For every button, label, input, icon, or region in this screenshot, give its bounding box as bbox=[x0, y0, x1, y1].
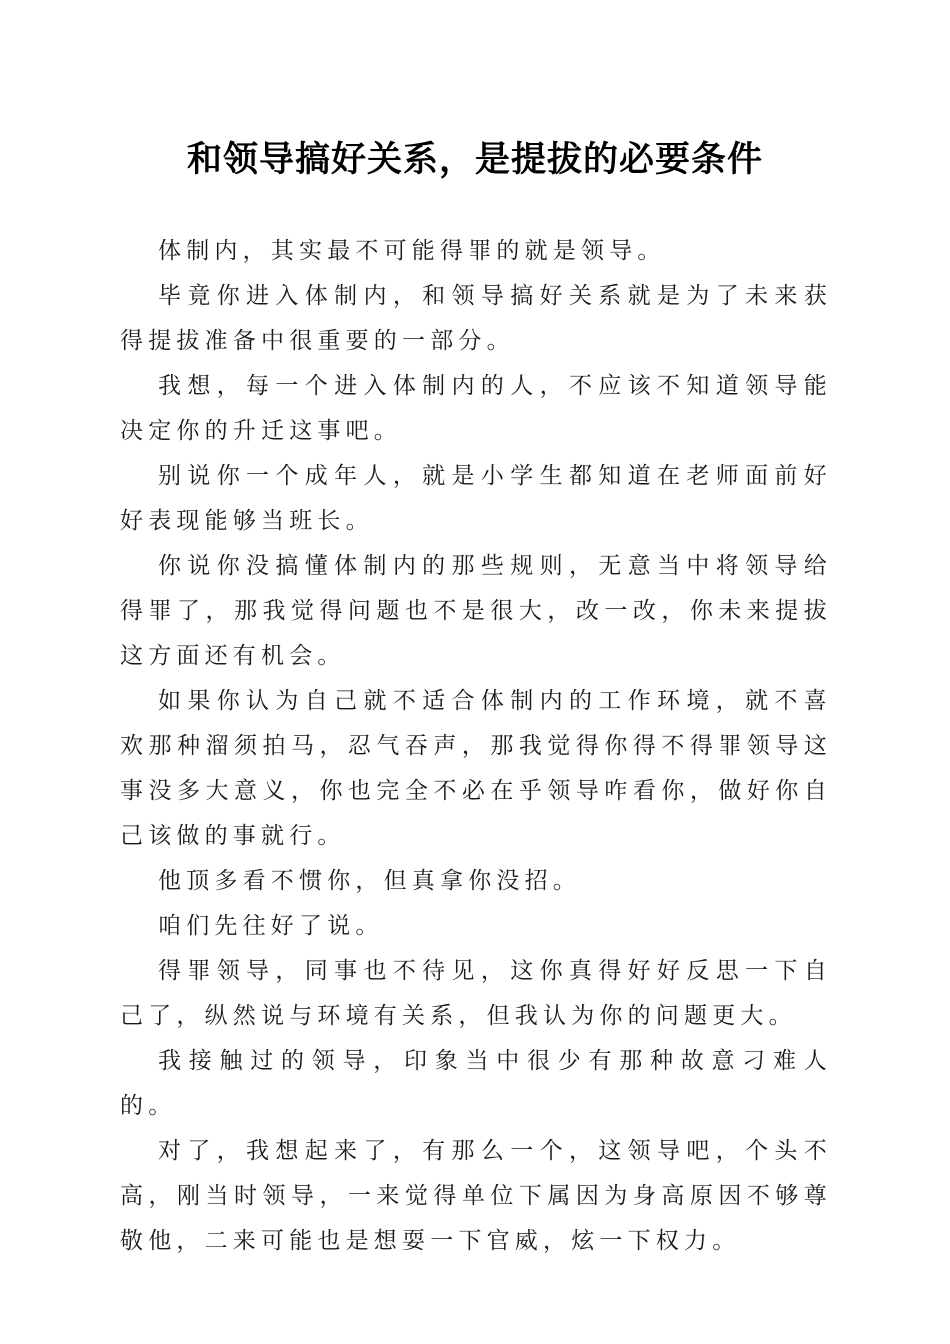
paragraph: 我想，每一个进入体制内的人，不应该不知道领导能决定你的升迁这事吧。 bbox=[120, 373, 832, 444]
paragraph: 毕竟你进入体制内，和领导搞好关系就是为了未来获得提拔准备中很重要的一部分。 bbox=[120, 283, 832, 354]
paragraph: 他顶多看不惯你，但真拿你没招。 bbox=[158, 868, 581, 894]
paragraph: 得罪领导，同事也不待见，这你真得好好反思一下自己了，纵然说与环境有关系，但我认为你的问题更大。 bbox=[120, 958, 832, 1029]
paragraph: 对了，我想起来了，有那么一个，这领导吧，个头不高，刚当时领导，一来觉得单位下属因为身高原因不够尊敬他，二来可能也是想耍一下官威，炫一下权力。 bbox=[120, 1138, 832, 1254]
paragraph: 我接触过的领导，印象当中很少有那种故意刁难人的。 bbox=[120, 1048, 832, 1119]
paragraph: 你说你没搞懂体制内的那些规则，无意当中将领导给得罪了，那我觉得问题也不是很大，改一改，你未来提拔这方面还有机会。 bbox=[120, 553, 832, 669]
paragraph: 如果你认为自己就不适合体制内的工作环境，就不喜欢那种溜须拍马，忍气吞声，那我觉得你得不得罪领导这事没多大意义，你也完全不必在乎领导咋看你，做好你自己该做的事就行。 bbox=[120, 688, 832, 849]
document-title: 和领导搞好关系，是提拔的必要条件 bbox=[186, 139, 763, 180]
paragraph: 体制内，其实最不可能得罪的就是领导。 bbox=[158, 238, 666, 264]
paragraph: 别说你一个成年人，就是小学生都知道在老师面前好好表现能够当班长。 bbox=[120, 463, 832, 534]
document-body bbox=[120, 229, 832, 1264]
paragraph: 咱们先往好了说。 bbox=[158, 913, 384, 939]
